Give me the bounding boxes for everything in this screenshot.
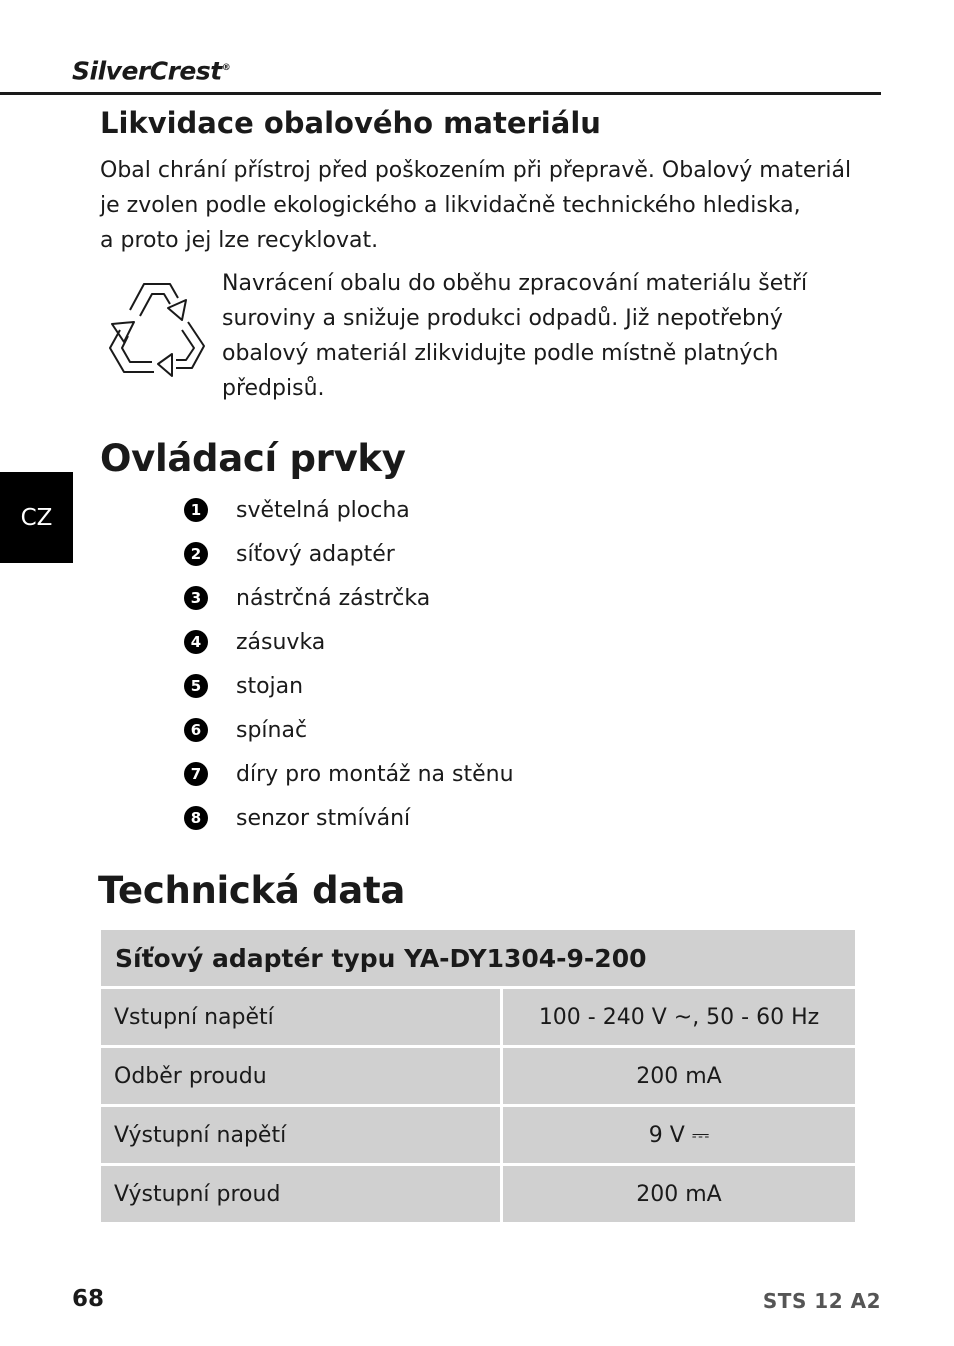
row-label: Výstupní proud [101,1166,500,1222]
tech-heading: Technická data [98,869,406,912]
table-row [101,989,855,1045]
item-label: světelná plocha [236,497,410,523]
table-row [101,1166,855,1222]
list-item [184,532,684,576]
packaging-heading: Likvidace obalového materiálu [100,106,601,140]
item-number: 7 [184,762,208,786]
language-tab: CZ [0,472,73,563]
packaging-intro-line: je zvolen podle ekologického a likvidačně technického hlediska, [100,193,801,218]
page-number: 68 [72,1286,105,1312]
item-label: spínač [236,717,308,743]
list-item [184,620,684,664]
item-label: senzor stmívání [236,805,411,831]
item-number: 8 [184,806,208,830]
brand-name: SilverCrest [72,56,222,86]
row-label: Odběr proudu [101,1048,500,1104]
item-number: 5 [184,674,208,698]
table-row [101,1107,855,1163]
table-row [101,1048,855,1104]
controls-list [184,488,684,840]
list-item [184,664,684,708]
packaging-intro [100,153,860,258]
item-label: stojan [236,673,304,699]
item-number: 3 [184,586,208,610]
item-label: zásuvka [236,629,326,655]
row-label: Výstupní napětí [101,1107,500,1163]
item-label: síťový adaptér [236,541,395,567]
row-value: 100 - 240 V ~, 50 - 60 Hz [503,989,855,1045]
tech-table [101,930,855,1222]
list-item [184,752,684,796]
item-label: díry pro montáž na stěnu [236,761,514,787]
row-value: 9 V ⎓ [503,1107,855,1163]
row-value: 200 mA [503,1166,855,1222]
recycle-text [222,266,842,406]
recycle-text-line: obalový materiál zlikvidujte podle místně platných [222,341,779,366]
recycle-text-line: suroviny a snižuje produkci odpadů. Již nepotřebný [222,306,783,331]
registered-mark: ® [221,63,231,73]
row-label: Vstupní napětí [101,989,500,1045]
brand-logo [72,50,230,89]
recycle-text-line: předpisů. [222,376,325,401]
list-item [184,708,684,752]
packaging-intro-line: Obal chrání přístroj před poškozením při přepravě. Obalový materiál [100,158,852,183]
header-rule [0,92,881,95]
model-number: STS 12 A2 [762,1289,881,1313]
item-number: 4 [184,630,208,654]
item-number: 6 [184,718,208,742]
item-number: 2 [184,542,208,566]
list-item [184,796,684,840]
item-number: 1 [184,498,208,522]
packaging-intro-line: a proto jej lze recyklovat. [100,228,379,253]
row-value: 200 mA [503,1048,855,1104]
list-item [184,488,684,532]
controls-heading: Ovládací prvky [100,437,406,480]
item-label: nástrčná zástrčka [236,585,431,611]
table-title: Síťový adaptér typu YA-DY1304-9-200 [101,930,855,986]
list-item [184,576,684,620]
recycle-text-line: Navrácení obalu do oběhu zpracování materiálu šetří [222,271,808,296]
recycle-icon [100,272,212,380]
